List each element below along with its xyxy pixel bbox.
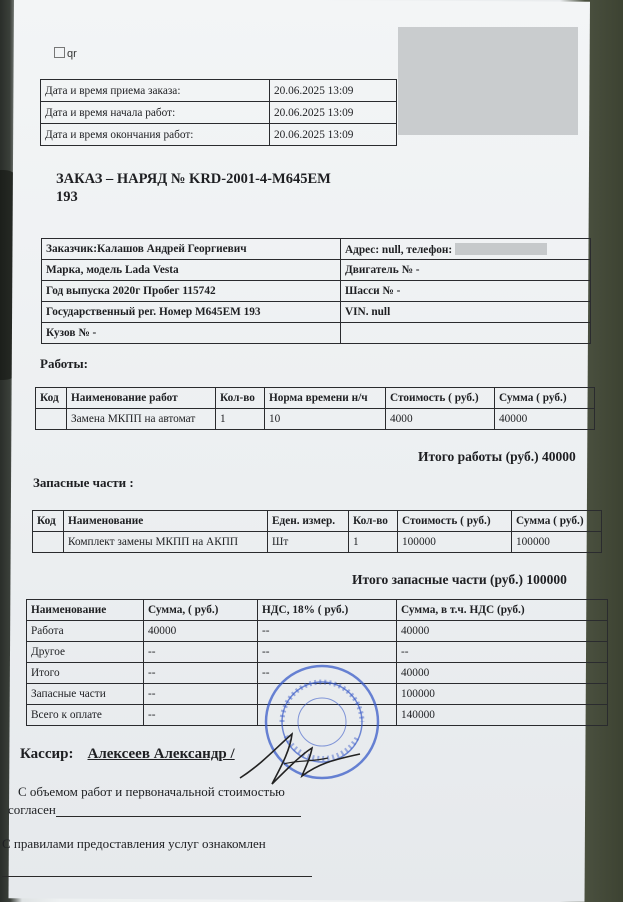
table-cell: 40000: [495, 409, 595, 430]
cashier-label: Кассир:: [20, 746, 74, 762]
body-cell: Кузов № -: [42, 323, 341, 344]
parts-total: Итого запасные части (руб.) 100000: [352, 572, 567, 587]
table-row: [42, 239, 591, 260]
table-row: [41, 124, 397, 146]
cashier-name: Алексеев Александр /: [87, 746, 235, 762]
empty-cell: [341, 323, 591, 344]
column-header: Наименование: [27, 600, 144, 621]
table-cell: --: [144, 684, 258, 705]
qr-alt-text: qr: [67, 48, 77, 60]
table-cell: Шт: [268, 532, 349, 553]
table-row: [41, 102, 397, 124]
table-cell: Итого: [27, 663, 144, 684]
table-cell: 4000: [386, 409, 495, 430]
address-cell: [341, 239, 591, 260]
agreement-signline: [8, 801, 308, 819]
column-header: НДС, 18% ( руб.): [258, 600, 397, 621]
broken-image-icon: [54, 47, 65, 58]
agreement-block: [8, 783, 308, 819]
agreement-word: согласен: [8, 802, 56, 817]
table-row: [36, 409, 595, 430]
table-cell: --: [258, 621, 397, 642]
table-cell: --: [258, 663, 397, 684]
table-cell: --: [144, 705, 258, 726]
table-cell: 1: [216, 409, 265, 430]
column-header: Стоимость ( руб.): [398, 511, 512, 532]
table-header-row: [36, 388, 595, 409]
rules-text: С правилами предоставления услуг ознакомлен: [2, 836, 266, 851]
reg-cell: Государственный рег. Номер М645ЕМ 193: [42, 302, 341, 323]
column-header: Стоимость ( руб.): [386, 388, 495, 409]
address-text: Адрес: null, телефон:: [345, 243, 453, 256]
vin-cell: VIN. null: [341, 302, 591, 323]
table-row: [42, 323, 591, 344]
model-cell: Марка, модель Lada Vesta: [42, 260, 341, 281]
title-line-2: 193: [56, 189, 78, 205]
table-cell: 100000: [397, 684, 608, 705]
cashier-line: [20, 746, 235, 763]
table-cell: [33, 532, 64, 553]
table-cell: Запасные части: [27, 684, 144, 705]
column-header: Сумма, в т.ч. НДС (руб.): [397, 600, 608, 621]
table-cell: 40000: [397, 621, 608, 642]
date-label: Дата и время приема заказа:: [41, 80, 270, 102]
column-header: Сумма ( руб.): [495, 388, 595, 409]
table-header-row: [33, 511, 602, 532]
table-cell: Работа: [27, 621, 144, 642]
table-cell: [36, 409, 67, 430]
works-total: Итого работы (руб.) 40000: [418, 449, 576, 464]
table-row: [42, 260, 591, 281]
column-header: Наименование: [64, 511, 268, 532]
title-line-1: ЗАКАЗ – НАРЯД № KRD-2001-4-M645EM: [56, 171, 331, 187]
column-header: Наименование работ: [67, 388, 216, 409]
table-cell: 40000: [144, 621, 258, 642]
table-cell: 140000: [397, 705, 608, 726]
chassis-cell: Шасси № -: [341, 281, 591, 302]
column-header: Кол-во: [216, 388, 265, 409]
client-cell: Заказчик:Калашов Андрей Георгиевич: [42, 239, 341, 260]
table-row: [41, 80, 397, 102]
table-row: [27, 642, 608, 663]
date-label: Дата и время окончания работ:: [41, 124, 270, 146]
date-label: Дата и время начала работ:: [41, 102, 270, 124]
redacted-phone: [455, 243, 547, 255]
column-header: Сумма, ( руб.): [144, 600, 258, 621]
table-cell: 100000: [512, 532, 602, 553]
column-header: Еден. измер.: [268, 511, 349, 532]
table-cell: --: [397, 642, 608, 663]
table-cell: 40000: [397, 663, 608, 684]
table-cell: 1: [349, 532, 398, 553]
table-cell: Замена МКПП на автомат: [67, 409, 216, 430]
dates-table: [40, 79, 397, 146]
table-cell: 100000: [398, 532, 512, 553]
qr-image-placeholder: [54, 47, 77, 60]
table-header-row: [27, 600, 608, 621]
redacted-area: [398, 27, 578, 135]
table-cell: Всего к оплате: [27, 705, 144, 726]
year-cell: Год выпуска 2020г Пробег 115742: [42, 281, 341, 302]
column-header: Сумма ( руб.): [512, 511, 602, 532]
table-row: [27, 621, 608, 642]
table-row: [42, 281, 591, 302]
document-title: [56, 170, 386, 206]
parts-section-title: Запасные части :: [33, 475, 134, 490]
works-section-title: Работы:: [40, 356, 88, 371]
table-cell: Комплект замены МКПП на АКПП: [64, 532, 268, 553]
parts-table: [32, 510, 602, 553]
table-cell: Другое: [27, 642, 144, 663]
signature-line: [56, 803, 301, 817]
table-cell: --: [258, 642, 397, 663]
rules-signature-line: [2, 876, 312, 877]
table-cell: 10: [265, 409, 386, 430]
agreement-text: С объемом работ и первоначальной стоимостью: [18, 784, 285, 799]
table-row: [33, 532, 602, 553]
date-value: 20.06.2025 13:09: [270, 80, 397, 102]
customer-table: [41, 238, 591, 344]
engine-cell: Двигатель № -: [341, 260, 591, 281]
column-header: Кол-во: [349, 511, 398, 532]
date-value: 20.06.2025 13:09: [270, 124, 397, 146]
table-row: [42, 302, 591, 323]
column-header: Код: [33, 511, 64, 532]
date-value: 20.06.2025 13:09: [270, 102, 397, 124]
works-table: [35, 387, 595, 430]
table-cell: --: [144, 663, 258, 684]
column-header: Код: [36, 388, 67, 409]
table-cell: --: [144, 642, 258, 663]
column-header: Норма времени н/ч: [265, 388, 386, 409]
